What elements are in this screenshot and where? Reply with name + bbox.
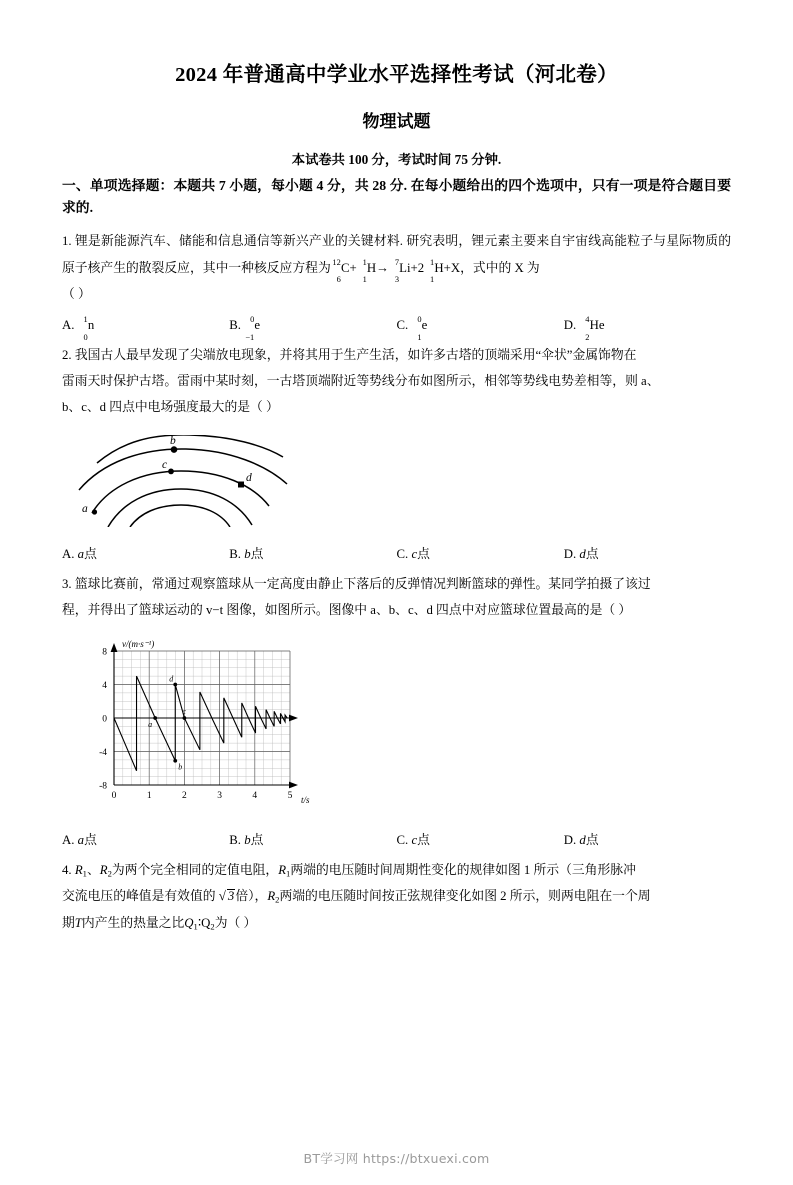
eq-c-mass: 12 <box>332 257 341 267</box>
question-2-line-2: 雷雨天时保护古塔。雷雨中某时刻，一古塔顶端附近等势线分布如图所示，相邻等势线电势差相等，则 a、 <box>62 374 660 389</box>
chart-point-b <box>173 759 177 763</box>
q2-option-a-label: A. <box>62 546 75 561</box>
option-c-mass: 0 <box>417 315 422 325</box>
option-a-label: A. <box>62 317 75 332</box>
q3-option-a-label: A. <box>62 833 75 848</box>
q2-option-b-label: B. <box>229 546 241 561</box>
eq-x-symbol: X <box>450 260 461 275</box>
question-3-line-2: 程，并得出了篮球运动的 v−t 图像，如图所示。图像中 a、b、c、d 四点中对应篮球位置最高的是（ ） <box>62 602 632 617</box>
q3-option-b[interactable] <box>229 829 396 848</box>
question-3 <box>62 571 731 623</box>
y-tick-8: 8 <box>102 647 107 658</box>
eq-c-symbol: C <box>340 260 350 275</box>
q4-q1: Q <box>184 915 194 930</box>
point-c-label: c <box>162 458 168 471</box>
point-a-label: a <box>82 502 88 515</box>
q4-line3-a: 期 <box>62 915 75 930</box>
option-c-label: C. <box>396 317 409 332</box>
question-2-line-1: 我国古人最早发现了尖端放电现象，并将其用于生产生活，如许多古塔的顶端采用“伞状”金属饰物在 <box>74 347 637 362</box>
question-2-number: 2. <box>62 347 72 362</box>
q4-r2-b: R <box>267 889 276 904</box>
exam-page <box>0 63 793 1185</box>
option-b-symbol: e <box>254 317 261 332</box>
q2-option-c-letter: c <box>411 546 418 561</box>
q4-r1-b-sub: 1 <box>286 868 291 879</box>
q3-option-a-suffix: 点 <box>84 833 97 848</box>
chart-point-label-b: b <box>178 762 183 772</box>
question-3-options <box>62 829 731 848</box>
point-c-marker <box>168 468 174 474</box>
eq-h1-atomic: 1 <box>362 275 367 285</box>
point-b-label: b <box>170 434 176 447</box>
q4-period-T: T <box>74 915 82 930</box>
option-c-atomic: 1 <box>417 332 422 342</box>
x-tick-1: 1 <box>146 791 152 802</box>
q3-option-d-letter: d <box>579 833 586 848</box>
eq-h2-mass: 1 <box>430 257 435 267</box>
q3-option-b-label: B. <box>229 833 241 848</box>
q4-sqrt-3: 3 <box>227 889 235 904</box>
option-d-symbol: He <box>589 317 605 332</box>
chart-point-label-c: c <box>182 707 186 717</box>
q4-line1-b: 两端的电压随时间周期性变化的规律如图 1 所示（三角形脉冲 <box>290 863 636 878</box>
q4-line2-a: 交流电压的峰值是有效值的 <box>62 889 216 904</box>
question-1-equation <box>331 257 461 285</box>
point-d-marker <box>238 481 244 487</box>
eq-h2-atomic: 1 <box>430 275 435 285</box>
point-b-marker <box>171 446 178 453</box>
x-tick-4: 4 <box>252 791 258 802</box>
question-1-blank: （ ） <box>62 286 91 301</box>
q3-option-c-label: C. <box>396 833 409 848</box>
q3-option-a-letter: a <box>77 833 85 848</box>
q4-line1-a: 为两个完全相同的定值电阻， <box>111 863 279 878</box>
q3-option-d-label: D. <box>563 833 577 848</box>
eq-plus-2: + <box>410 260 418 275</box>
option-c-symbol: e <box>421 317 428 332</box>
point-d-label: d <box>246 471 252 484</box>
question-3-line-1: 篮球比赛前，常通过观察篮球从一定高度由静止下落后的反弹情况判断篮球的弹性。某同学拍摄了该过 <box>74 576 651 591</box>
q4-line2-b: 倍）， <box>235 889 268 904</box>
question-1-text-after: ，式中的 X 为 <box>460 260 540 275</box>
page-title: 2024 年普通高中学业水平选择性考试（河北卷） <box>175 64 618 86</box>
q3-option-b-letter: b <box>244 833 251 848</box>
y-axis-arrow <box>111 643 118 652</box>
q4-q1-sub: 1 <box>193 921 198 932</box>
eq-h1-mass: 1 <box>362 257 367 267</box>
option-d[interactable] <box>563 315 731 342</box>
q4-r2-a: R <box>99 863 108 878</box>
option-c[interactable] <box>396 315 564 342</box>
eq-arrow: → <box>376 260 389 275</box>
q3-option-d[interactable] <box>564 829 731 848</box>
q4-colon: ∶Q <box>197 915 211 930</box>
eq-li-atomic: 3 <box>394 275 399 285</box>
footer-watermark: BT学习网 https://btxuexi.com <box>303 1151 490 1166</box>
q3-option-c[interactable] <box>397 829 564 848</box>
x-tick-2: 2 <box>182 791 187 802</box>
q4-r1-a: R <box>74 863 83 878</box>
question-1-options <box>62 315 731 342</box>
q2-option-d-suffix: 点 <box>585 546 599 561</box>
q4-r1-a-sub: 1 <box>82 868 87 879</box>
q2-option-b[interactable] <box>229 543 396 562</box>
eq-h2-symbol: H <box>434 260 444 275</box>
q3-option-a[interactable] <box>62 829 229 848</box>
q4-r1-b: R <box>278 863 287 878</box>
q2-option-d-label: D. <box>563 546 577 561</box>
q3-option-b-suffix: 点 <box>250 833 264 848</box>
q2-option-c-suffix: 点 <box>417 546 430 561</box>
point-a-marker <box>92 509 97 514</box>
chart-point-label-a: a <box>148 720 153 730</box>
q2-option-b-letter: b <box>244 546 251 561</box>
q4-line2-c: 两端的电压随时间按正弦规律变化如图 2 所示，则两电阻在一个周 <box>279 889 651 904</box>
option-a-mass: 1 <box>83 315 88 325</box>
question-2 <box>62 342 731 421</box>
q2-option-b-suffix: 点 <box>250 546 264 561</box>
option-a-symbol: n <box>87 317 95 332</box>
x-tick-5: 5 <box>287 791 293 802</box>
q3-option-d-suffix: 点 <box>585 833 599 848</box>
chart-point-d <box>173 683 177 687</box>
q4-r2-a-sub: 2 <box>107 868 112 879</box>
y-tick-4: 4 <box>102 680 107 691</box>
x-axis-label: t/s <box>301 795 310 806</box>
question-3-number: 3. <box>62 576 72 591</box>
q3-option-c-suffix: 点 <box>417 833 430 848</box>
y-tick-0: 0 <box>102 714 107 725</box>
q2-option-a-letter: a <box>77 546 85 561</box>
q4-q2-sub: 2 <box>210 921 215 932</box>
q2-option-a-suffix: 点 <box>84 546 97 561</box>
y-tick--4: -4 <box>99 747 107 758</box>
question-4-number: 4. <box>62 863 72 878</box>
question-4: 4. $R_1$、$R_2$为两个完全相同的定值电阻，$R_1$两端的电压随时间周期性变化的规律如图 1 所示（三角形脉冲 交流电压的峰值是有效值的 √ 3倍），$R_2$两端的电压随时间按正弦规律变化如图 2 所示，则两电阻在一个周 期T内产生的热量之比$Q_1∶Q_2$为（ ） <box>62 863 651 932</box>
q2-option-a[interactable] <box>62 543 229 562</box>
option-b-mass: 0 <box>250 315 255 325</box>
option-b-atomic: −1 <box>245 332 255 342</box>
x-axis-arrow <box>289 782 298 789</box>
equipotential-lines-figure <box>78 435 731 532</box>
option-b[interactable] <box>229 315 396 342</box>
q2-option-d[interactable] <box>564 543 731 562</box>
chart-point-a <box>153 716 157 720</box>
velocity-time-graph <box>76 633 731 818</box>
option-d-atomic: 2 <box>585 332 590 342</box>
q3-option-c-letter: c <box>411 833 418 848</box>
eq-h1-symbol: H <box>366 260 377 275</box>
page-subtitle: 物理试题 <box>362 111 431 131</box>
option-a-atomic: 0 <box>83 332 88 342</box>
option-d-label: D. <box>563 317 577 332</box>
eq-c-atomic: 6 <box>336 275 341 285</box>
question-1-number: 1. <box>62 234 72 249</box>
eq-li-symbol: Li <box>399 260 411 275</box>
question-1-text-before: 锂是新能源汽车、储能和信息通信等新兴产业的关键材料. 研究表明，锂元素主要来自宇宙线高能粒子与星际物质的原子核产生的散裂反应，其中一种核反应方程为 <box>62 234 732 275</box>
option-a[interactable] <box>62 315 229 342</box>
x-tick-0: 0 <box>111 791 117 802</box>
y-axis-label: v/(m·s⁻¹) <box>122 639 155 650</box>
eq-plus-1: + <box>349 260 357 275</box>
x-axis-arrow-mid <box>289 715 298 722</box>
question-1 <box>62 228 731 307</box>
x-tick-3: 3 <box>217 791 222 802</box>
option-d-mass: 4 <box>585 315 590 325</box>
q2-option-d-letter: d <box>579 546 586 561</box>
eq-coefficient: 2 <box>417 260 425 275</box>
question-2-options <box>62 543 731 562</box>
chart-point-label-d: d <box>169 674 174 684</box>
section-heading: 一、单项选择题：本题共 7 小题，每小题 4 分，共 28 分. 在每小题给出的四个选项中，只有一项是符合题目要求的. <box>62 177 731 215</box>
chart-point-c <box>183 716 187 720</box>
q2-option-c-label: C. <box>396 546 409 561</box>
q2-option-c[interactable] <box>397 543 564 562</box>
q4-line3-b: 内产生的热量之比 <box>81 915 185 930</box>
exam-info: 本试卷共 100 分，考试时间 75 分钟. <box>291 151 502 167</box>
eq-li-mass: 7 <box>394 257 399 267</box>
question-2-line-3: b、c、d 四点中电场强度最大的是（ ） <box>62 400 279 415</box>
q4-r2-b-sub: 2 <box>275 894 280 905</box>
option-b-label: B. <box>229 317 241 332</box>
eq-plus-3: + <box>443 260 451 275</box>
q4-line3-c: 为（ ） <box>214 915 257 930</box>
y-tick--8: -8 <box>99 781 107 792</box>
